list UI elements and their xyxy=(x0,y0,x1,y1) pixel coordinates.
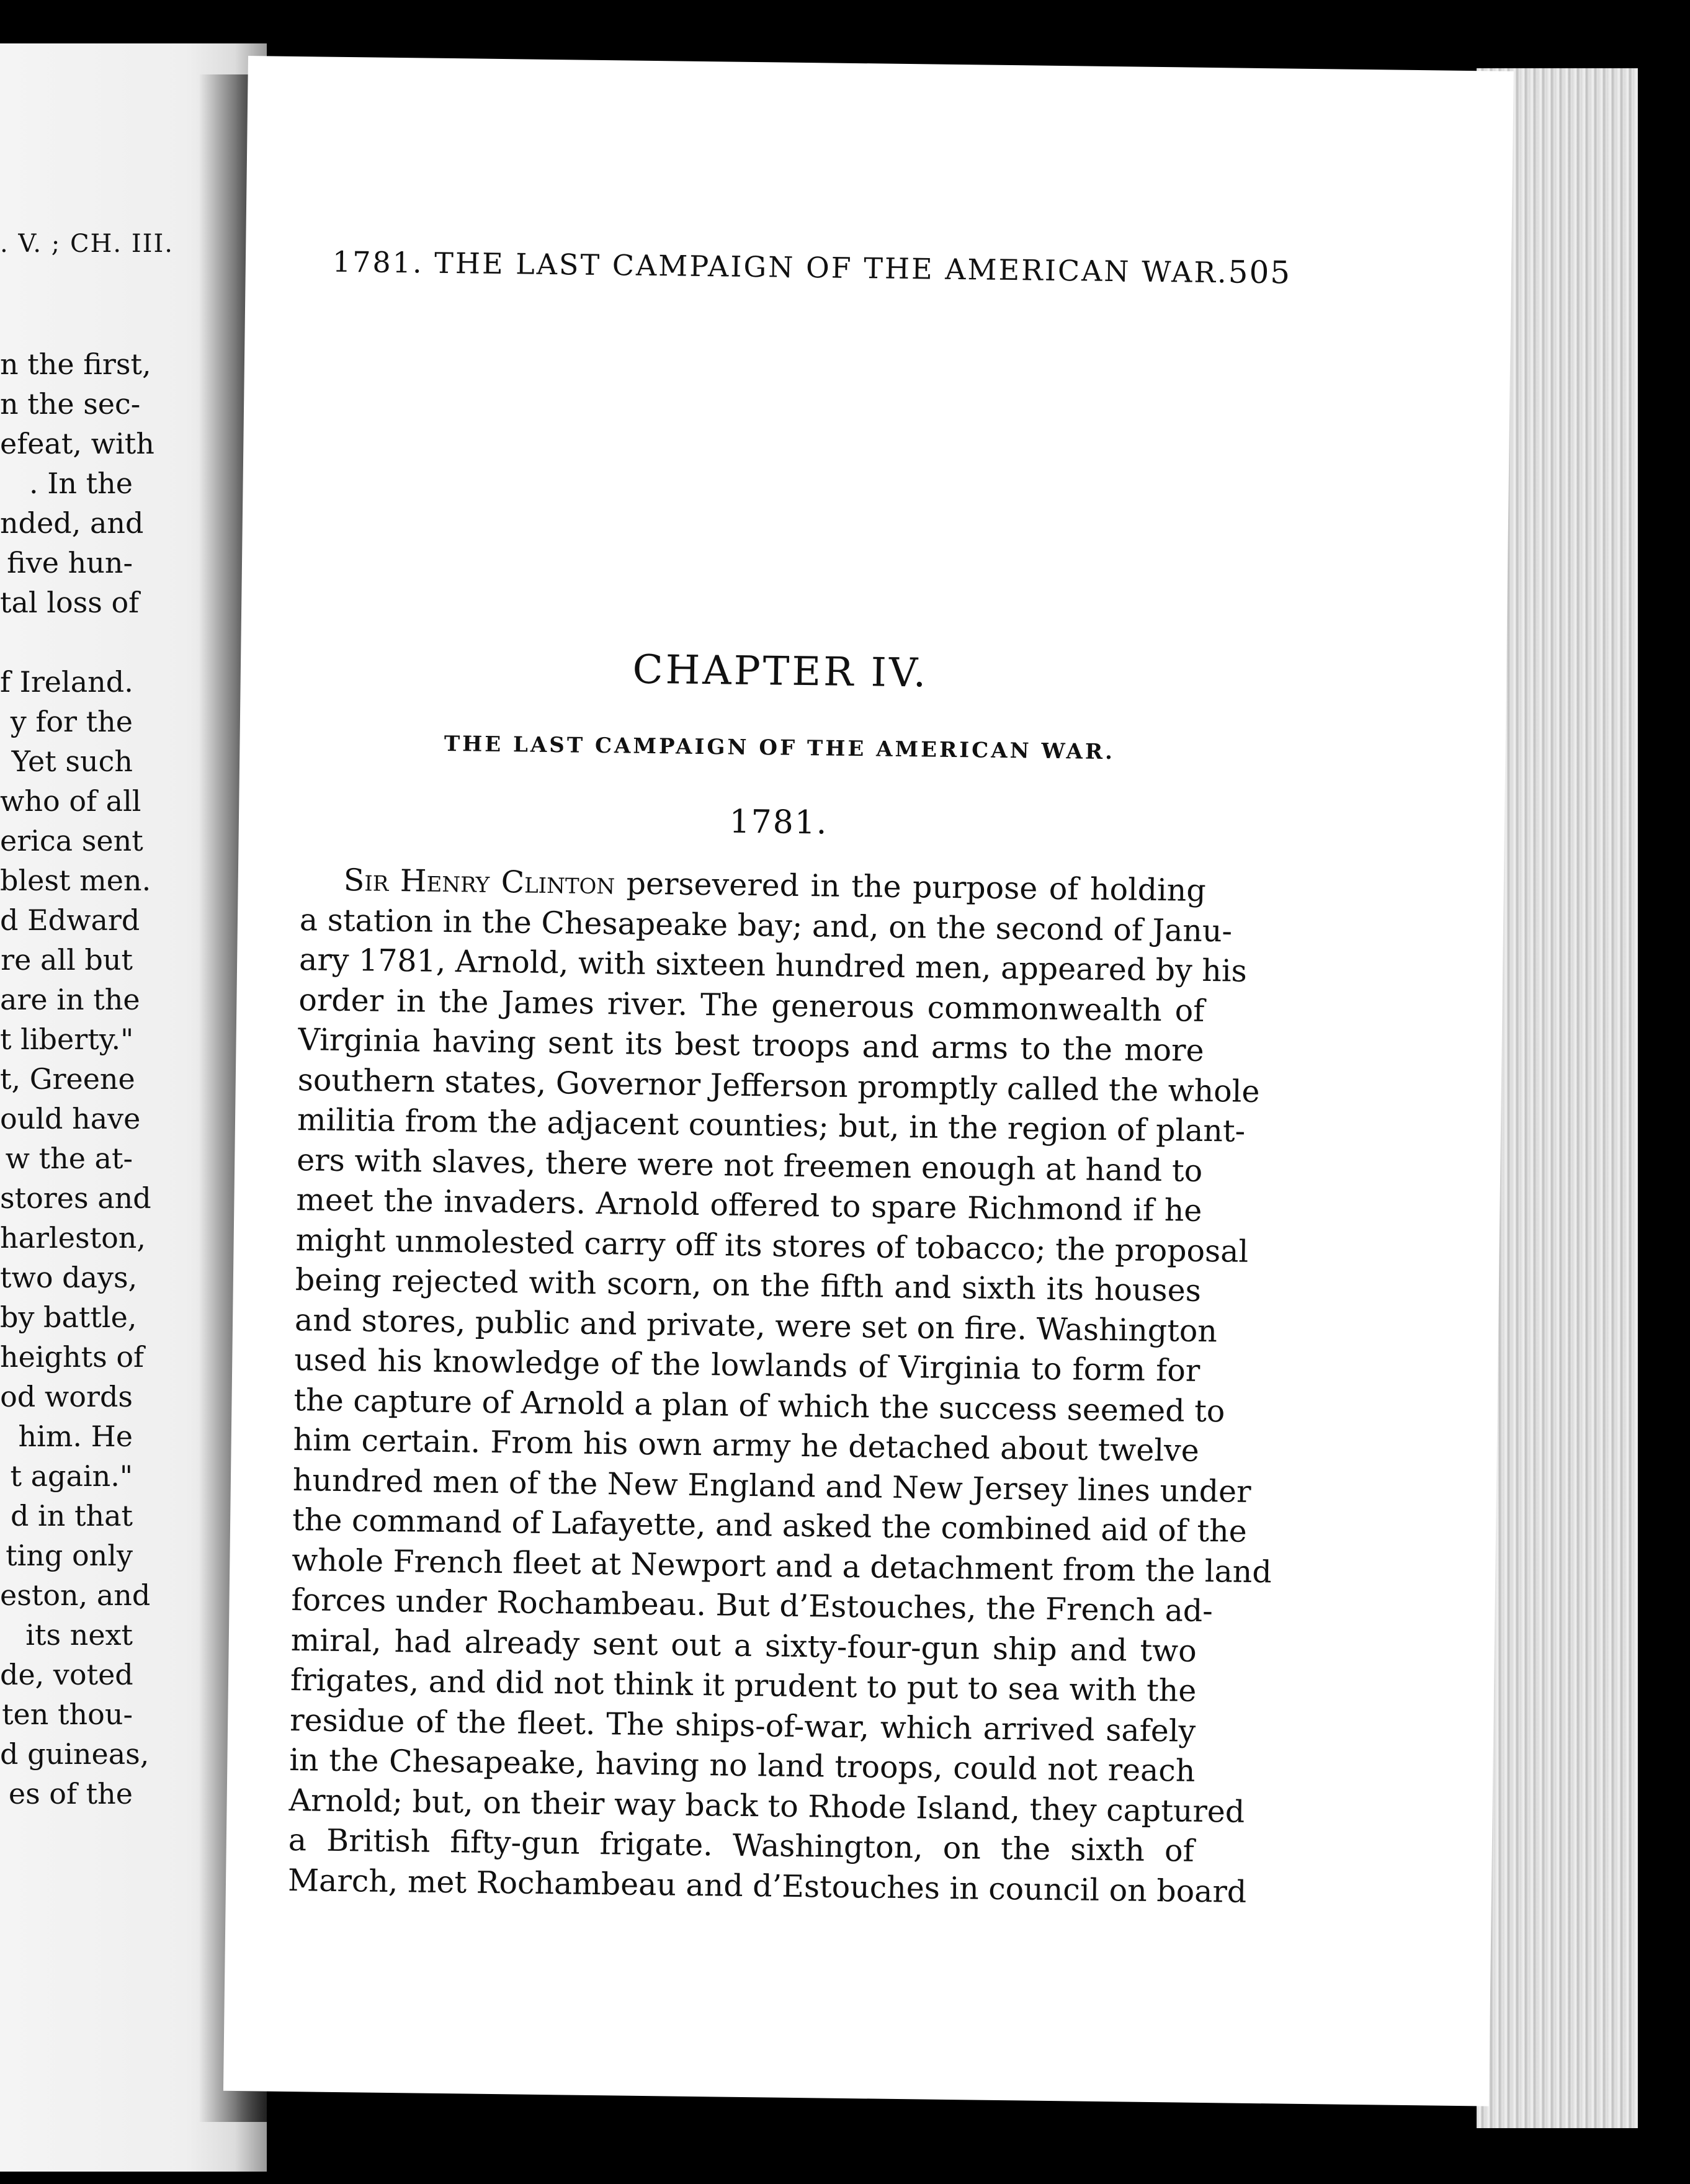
left-page-line: n the first, xyxy=(0,347,151,381)
body-line: ary 1781, Arnold, with sixteen hundred men, appeared by his xyxy=(298,942,1248,989)
body-line: whole French fleet at Newport and a detachment from the land xyxy=(292,1542,1272,1590)
left-page-line: de, voted xyxy=(0,1658,133,1691)
left-page-line: five hun- xyxy=(7,546,133,580)
left-page-line: erica sent xyxy=(0,824,143,857)
left-page-line: eston, and xyxy=(0,1578,151,1612)
left-page-line: him. He xyxy=(18,1420,133,1453)
left-page-line: d in that xyxy=(10,1499,133,1533)
body-line: a British fifty-gun frigate. Washington, on the sixth of xyxy=(288,1822,1195,1869)
left-page-line: who of all xyxy=(0,784,141,818)
opening-small-caps: Sir Henry Clinton xyxy=(343,862,615,902)
body-line: used his knowledge of the lowlands of Virginia to form for xyxy=(293,1342,1200,1389)
left-page-line: ting only xyxy=(6,1539,133,1572)
left-page-line: Yet such xyxy=(11,745,133,778)
chapter-subtitle: THE LAST CAMPAIGN OF THE AMERICAN WAR. xyxy=(444,731,1115,765)
left-page-line: by battle, xyxy=(0,1300,137,1334)
left-page-line: t liberty." xyxy=(0,1023,134,1056)
body-line: miral, had already sent out a sixty-four-gun ship and two xyxy=(290,1622,1197,1669)
body-text xyxy=(287,860,1272,1912)
left-page-line: w the at- xyxy=(5,1142,133,1175)
body-line: order in the James river. The generous commonwealth of xyxy=(298,982,1205,1029)
body-line: March, met Rochambeau and d’Estouches in council on board xyxy=(287,1862,1247,1910)
left-page-line: n the sec- xyxy=(0,387,141,421)
left-page-line: stores and xyxy=(0,1181,151,1215)
body-line: him certain. From his own army he detached about twelve xyxy=(293,1422,1199,1469)
body-line: residue of the fleet. The ships-of-war, which arrived safely xyxy=(289,1702,1196,1749)
left-page-line: its next xyxy=(25,1618,133,1652)
left-page-line: f Ireland. xyxy=(0,665,133,699)
body-line: the command of Lafayette, and asked the combined aid of the xyxy=(292,1502,1248,1549)
left-page-line: two days, xyxy=(0,1261,138,1294)
left-page-line: ten thou- xyxy=(2,1698,133,1731)
left-page-line: ould have xyxy=(0,1102,141,1135)
body-line: Arnold; but, on their way back to Rhode Island, they captured xyxy=(288,1782,1245,1830)
body-line: being rejected with scorn, on the fifth and sixth its houses xyxy=(295,1262,1202,1309)
body-line: a station in the Chesapeake bay; and, on the second of Janu- xyxy=(299,902,1233,949)
running-head xyxy=(332,243,1292,291)
left-page-line: od words xyxy=(0,1380,133,1413)
body-line: frigates, and did not think it prudent to put to sea with the xyxy=(290,1662,1197,1709)
left-page-text xyxy=(0,344,154,1814)
body-line: and stores, public and private, were set on fire. Washington xyxy=(294,1302,1218,1349)
body-line: in the Chesapeake, having no land troops, could not reach xyxy=(289,1742,1196,1789)
chapter-title: CHAPTER IV. xyxy=(632,647,929,697)
chapter-year: 1781. xyxy=(729,803,828,842)
left-page-line xyxy=(0,622,133,662)
left-page-line: . In the xyxy=(29,467,133,500)
body-line: southern states, Governor Jefferson promptly called the whole xyxy=(297,1062,1260,1109)
left-page-running-head: . V. ; CH. III. xyxy=(0,230,174,258)
left-page-line: harleston, xyxy=(0,1221,146,1255)
body-line: hundred men of the New England and New Jersey lines under xyxy=(292,1462,1251,1510)
body-line: ers with slaves, there were not freemen enough at hand to xyxy=(296,1142,1203,1189)
body-line: Virginia having sent its best troops and arms to the more xyxy=(298,1022,1204,1068)
left-page-line: t again." xyxy=(10,1459,133,1493)
page-number: 505 xyxy=(1228,254,1292,291)
first-line-rest: persevered in the purpose of holding xyxy=(614,866,1207,908)
body-line: might unmolested carry off its stores of tobacco; the proposal xyxy=(295,1222,1249,1269)
body-line: militia from the adjacent counties; but, in the region of plant- xyxy=(297,1102,1246,1149)
left-page-line: d Edward xyxy=(0,903,140,937)
left-page-line: re all but xyxy=(1,943,133,977)
left-page-line: d guineas, xyxy=(0,1737,150,1771)
body-line: meet the invaders. Arnold offered to spare Richmond if he xyxy=(296,1182,1202,1228)
left-page-line: es of the xyxy=(8,1777,133,1810)
left-page-line: are in the xyxy=(0,983,140,1016)
running-head-title: 1781. THE LAST CAMPAIGN OF THE AMERICAN WAR. xyxy=(332,244,1229,290)
left-page-line: efeat, with xyxy=(0,427,154,460)
left-page-line: tal loss of xyxy=(0,586,140,619)
left-page-line: y for the xyxy=(10,705,133,738)
left-page-line: heights of xyxy=(0,1340,145,1374)
left-page-line: nded, and xyxy=(0,506,144,540)
right-page xyxy=(223,56,1514,2106)
left-page-line: blest men. xyxy=(0,864,151,897)
left-page-line: t, Greene xyxy=(0,1062,135,1096)
body-line: the capture of Arnold a plan of which the success seemed to xyxy=(293,1382,1225,1429)
body-line: forces under Rochambeau. But d’Estouches, the French ad- xyxy=(291,1582,1214,1629)
